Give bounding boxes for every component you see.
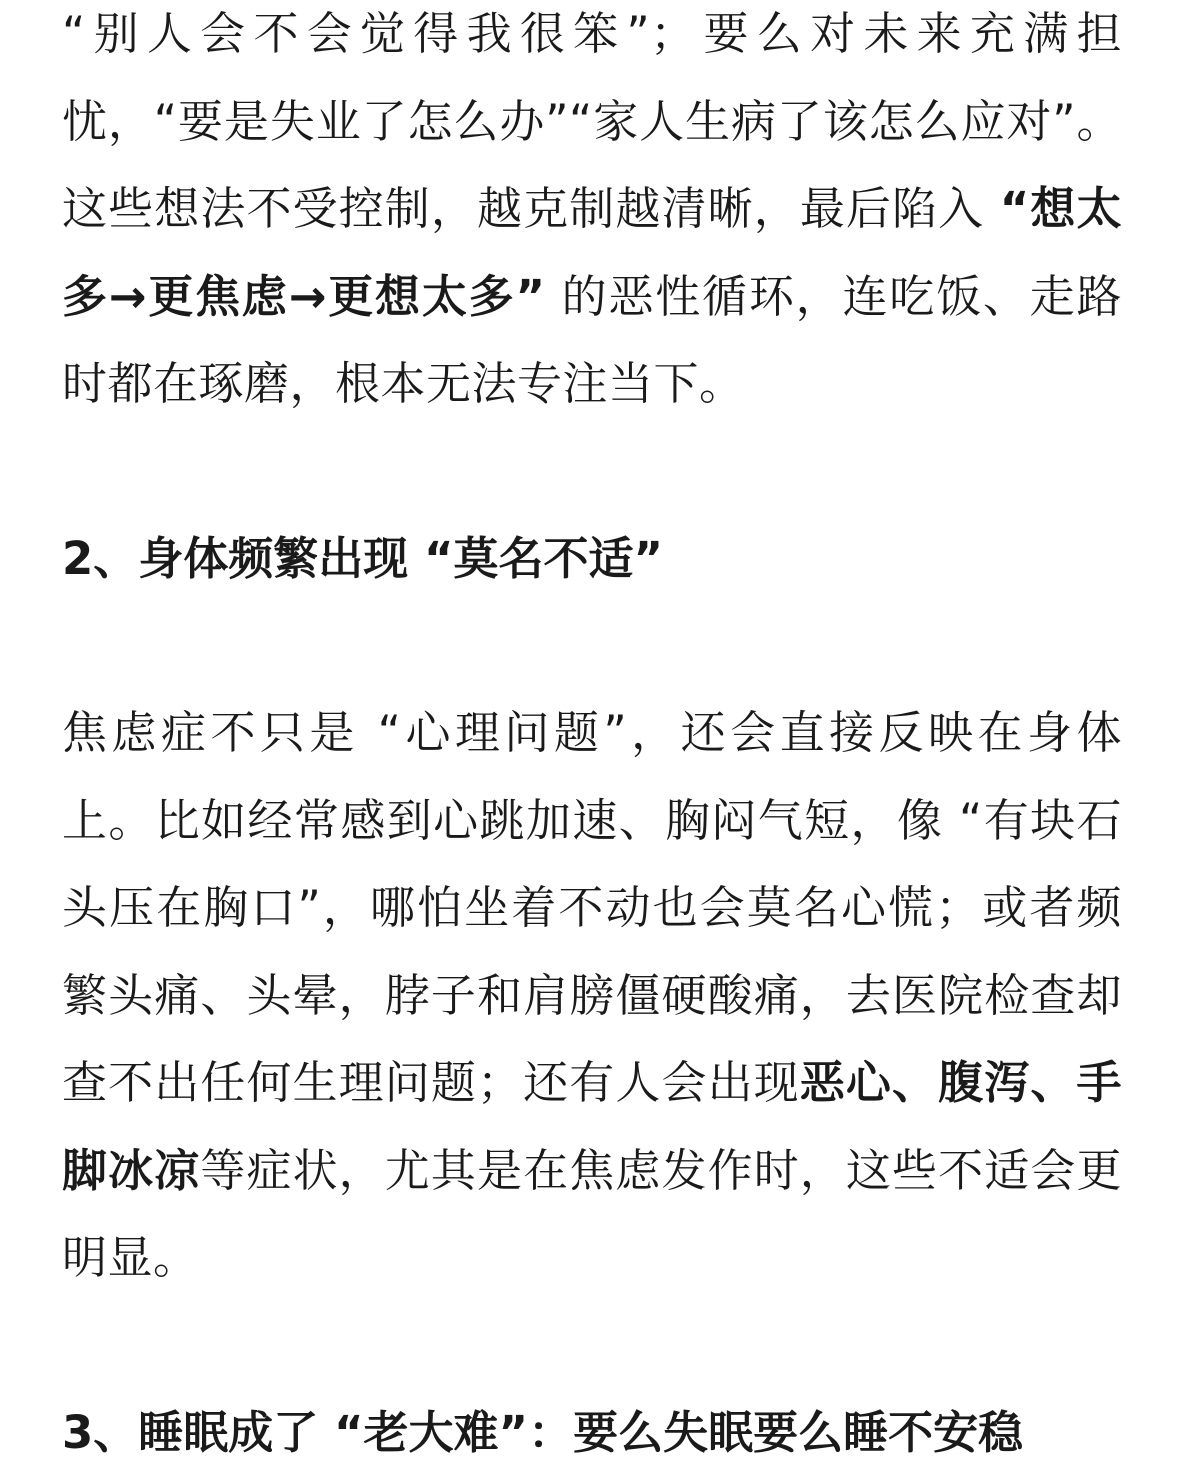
spacer — [62, 428, 1122, 515]
spacer — [62, 1302, 1122, 1389]
paragraph-body-symptoms — [62, 689, 1122, 1302]
paragraph-text: “别人会不会觉得我很笨”；要么对未来充满担忧，“要是失业了怎么办”“家人生病了该怎么应对”。这些想法不受控制，越克制越清晰，最后陷入 — [62, 7, 1122, 235]
section-heading-sleep: 3、睡眠成了 “老大难”：要么失眠要么睡不安稳 — [62, 1389, 1122, 1476]
article-body — [62, 0, 1122, 1476]
paragraph-text: 的恶性循环，连吃饭、走路时都在琢磨，根本无法专注当下。 — [62, 270, 1122, 411]
paragraph-text: 等症状，尤其是在焦虑发作时，这些不适会更明显。 — [62, 1144, 1122, 1285]
emphasis-cycle: “想太多→更焦虑→更想太多” — [62, 182, 1122, 323]
emphasis-symptoms: 恶心、腹泻、手脚冰凉 — [62, 1056, 1122, 1197]
paragraph-overthinking — [62, 0, 1122, 428]
paragraph-text: 焦虑症不只是 “心理问题”，还会直接反映在身体上。比如经常感到心跳加速、胸闷气短，像 “有块石头压在胸口”，哪怕坐着不动也会莫名心慌；或者频繁头痛、头晕，脖子和肩膀僵硬酸痛，去医院检查却查不出任何生理问题；还有人会出现 — [62, 706, 1122, 1109]
section-heading-body-discomfort: 2、身体频繁出现 “莫名不适” — [62, 515, 1122, 603]
spacer — [62, 602, 1122, 689]
